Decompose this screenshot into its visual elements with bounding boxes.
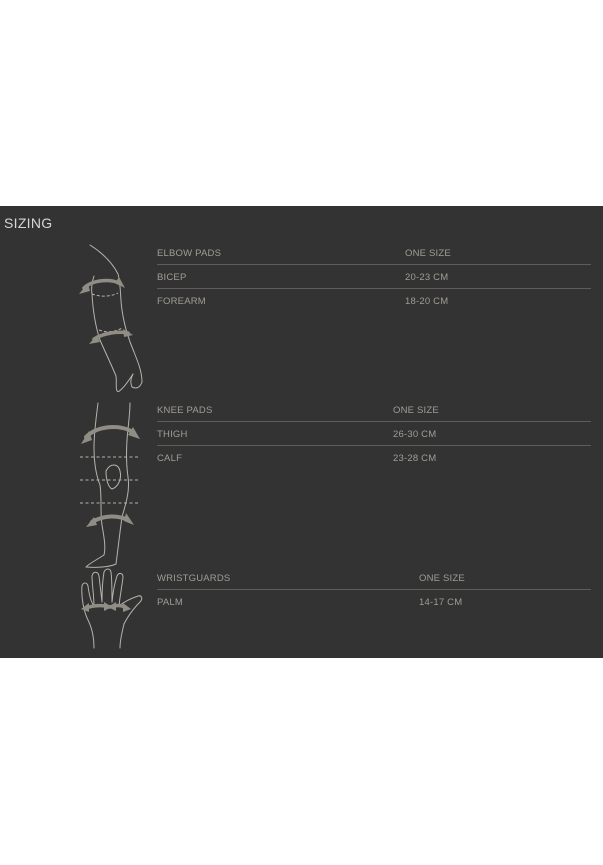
product-name: KNEE PADS (157, 405, 213, 416)
sizing-panel (0, 206, 603, 658)
product-name: WRISTGUARDS (157, 573, 231, 584)
knee-pads-table (157, 398, 591, 470)
size-label: ONE SIZE (419, 573, 465, 584)
size-label: ONE SIZE (405, 248, 451, 259)
measure-value: 14-17 CM (419, 597, 463, 608)
table-row (157, 265, 591, 289)
table-row (157, 289, 591, 313)
measure-value: 23-28 CM (393, 453, 437, 464)
arm-measure-icon (76, 242, 146, 392)
product-name: ELBOW PADS (157, 248, 222, 259)
measure-label: BICEP (157, 272, 187, 283)
measure-label: THIGH (157, 429, 188, 440)
measure-label: PALM (157, 597, 183, 608)
table-header-row (157, 241, 591, 265)
table-row (157, 422, 591, 446)
table-row (157, 590, 591, 614)
leg-measure-icon (76, 399, 146, 569)
table-row (157, 446, 591, 470)
elbow-pads-table (157, 241, 591, 313)
measure-value: 20-23 CM (405, 272, 449, 283)
measure-value: 18-20 CM (405, 296, 449, 307)
size-label: ONE SIZE (393, 405, 439, 416)
measure-label: CALF (157, 453, 183, 464)
table-header-row (157, 566, 591, 590)
measure-label: FOREARM (157, 296, 206, 307)
table-header-row (157, 398, 591, 422)
hand-measure-icon (76, 568, 146, 650)
section-title: SIZING (4, 215, 53, 231)
wristguards-table (157, 566, 591, 614)
measure-value: 26-30 CM (393, 429, 437, 440)
